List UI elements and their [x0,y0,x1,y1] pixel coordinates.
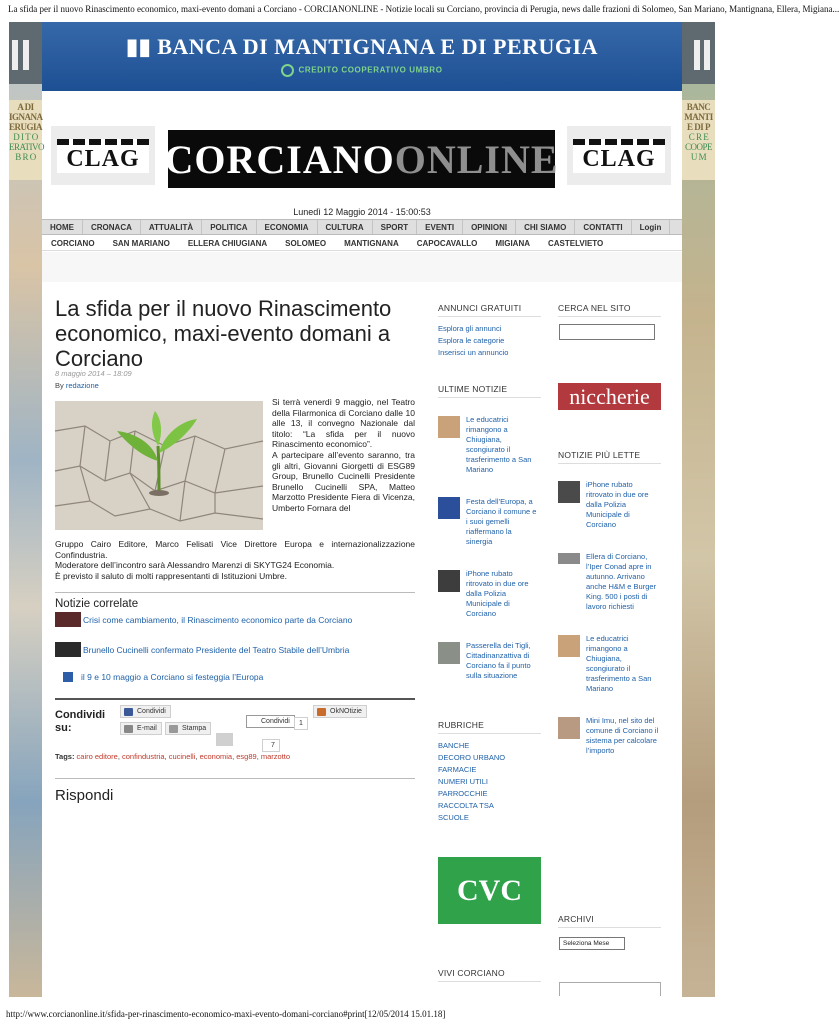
article-paragraph-3: Moderatore dell’incontro sarà Alessandro Marenzi di SKYTG24 Economia. [55,560,335,571]
rubrica-parrocchie[interactable]: PARROCCHIE [438,789,488,798]
print-button[interactable]: Stampa [165,722,211,735]
divider [55,592,415,593]
share-widget-icon[interactable] [216,733,233,746]
nav-opinioni[interactable]: OPINIONI [463,220,516,234]
news-thumb-icon[interactable] [438,497,460,519]
nav-login[interactable]: Login [632,220,671,234]
linkedin-share-button[interactable]: Condividi [246,715,295,728]
nav-cronaca[interactable]: CRONACA [83,220,141,234]
article-paragraph-2-start: A partecipare all’evento saranno, tra gli altri, Giovanni Giorgetti di ESG89 Group, Brunello Cucinelli Presidente Brunello Cucinelli SPA, Matteo Marzotto Presidente Fiera di Vicenza, Umberto Fornara del [272,449,415,513]
popular-news-1[interactable]: iPhone rubato ritrovato in due ore dalla Polizia Municipale di Corciano [586,480,649,529]
latest-news-1[interactable]: Le educatrici rimangono a Chiugiana, scongiurato il trasferimento a San Mariano [466,415,532,474]
article-paragraph-1: Si terrà venerdì 9 maggio, nel Teatro della Filarmonica di Corciano dalle 10 alle 13, il convegno Nazionale dal titolo: “La sfida per il nuovo Rinascimento economico”. [272,397,415,450]
nav-sport[interactable]: SPORT [373,220,418,234]
places-nav [42,236,682,251]
oknotizie-icon [317,708,326,716]
current-datetime: Lunedì 12 Maggio 2014 - 15:00:53 [293,207,431,217]
skin-right-bar [682,22,715,84]
article-body-column [272,397,415,514]
popular-title: NOTIZIE PIÙ LETTE [558,450,641,460]
article-title: La sfida per il nuovo Rinascimento economico, maxi-evento domani a Corciano [55,296,392,371]
skin-right-logo: BANC MANTI E DI P C R E COOPE U M [682,100,715,180]
skin-left-ad[interactable] [9,22,42,997]
ads-link-browse[interactable]: Esplora gli annunci [438,324,502,333]
divider [55,698,415,700]
bank-logo-icon: ▮▮ [126,34,152,59]
rubrica-scuole[interactable]: SCUOLE [438,813,469,822]
share-label: Condividi su: [55,709,106,734]
related-thumb-icon [55,642,81,657]
niccherie-banner[interactable]: niccherie [558,383,661,410]
tag-link[interactable]: economia [199,752,233,761]
email-share-button[interactable]: E-mail [120,722,162,735]
ad-band [42,252,682,282]
email-icon [124,725,133,733]
search-input[interactable] [559,324,655,340]
nav-cultura[interactable]: CULTURA [318,220,373,234]
sidebar-widget-box [559,982,661,996]
facebook-share-button[interactable]: Condividi [120,705,171,718]
facebook-icon [124,708,133,716]
cracked-earth-sprout-image [55,401,263,530]
nav-chi-siamo[interactable]: CHI SIAMO [516,220,575,234]
place-solomeo[interactable]: SOLOMEO [285,239,327,248]
ads-link-insert[interactable]: Inserisci un annuncio [438,348,509,357]
nav-home[interactable]: HOME [42,220,83,234]
search-title: CERCA NEL SITO [558,303,631,313]
archive-month-select[interactable]: Seleziona Mese [559,937,625,950]
place-corciano[interactable]: CORCIANO [51,239,95,248]
nav-eventi[interactable]: EVENTI [417,220,463,234]
nav-attualita[interactable]: ATTUALITÀ [141,220,202,234]
divider [438,981,541,982]
oknotizie-share-button[interactable]: OkNOtizie [313,705,367,718]
europe-flag-icon [63,672,73,682]
rubrica-farmacie[interactable]: FARMACIE [438,765,477,774]
news-thumb-icon[interactable] [438,570,460,592]
place-mantignana[interactable]: MANTIGNANA [344,239,399,248]
bank-banner[interactable] [42,22,682,91]
clag-logo-right[interactable]: CLAG [567,126,671,185]
popular-news-3[interactable]: Le educatrici rimangono a Chiugiana, scongiurato il trasferimento a San Mariano [586,634,652,693]
clag-logo-left[interactable]: CLAG [51,126,155,185]
tags-line: Tags: cairo editore, confindustria, cucinelli, economia, esg89, marzotto [55,752,291,761]
popular-news-4[interactable]: Mini Imu, nel sito del comune di Corciano il sistema per calcolare l’importo [586,716,659,755]
article-image [55,401,263,530]
tag-link[interactable]: confindustria [122,752,165,761]
related-title: Notizie correlate [55,598,139,610]
article-date: 8 maggio 2014 – 18:09 [55,369,132,378]
credito-cooperativo-icon [281,64,294,77]
share-count: 7 [262,739,280,752]
tag-link[interactable]: cairo editore [76,752,118,761]
main-nav [42,219,682,235]
latest-news-2[interactable]: Festa dell’Europa, a Corciano il comune e i suoi gemelli riaffermano la sinergia [466,497,537,546]
related-item-1[interactable]: Crisi come cambiamento, il Rinascimento economico parte da Corciano [55,612,352,627]
article-byline: By redazione [55,381,99,390]
article-body-full [55,539,415,581]
place-capocavallo[interactable]: CAPOCAVALLO [416,239,478,248]
linkedin-count: 1 [294,717,308,730]
place-ellera-chiugiana[interactable]: ELLERA CHIUGIANA [187,239,268,248]
place-migiana[interactable]: MIGIANA [495,239,530,248]
divider [558,927,661,928]
site-logo[interactable]: CORCIANO ONLINE [168,130,555,188]
news-thumb-icon[interactable] [558,635,580,657]
print-icon [169,725,178,733]
latest-news-3[interactable]: iPhone rubato ritrovato in due ore dalla Polizia Municipale di Corciano [466,569,529,618]
news-thumb-icon[interactable] [558,717,580,739]
rubrica-decoro-urbano[interactable]: DECORO URBANO [438,753,506,762]
related-item-2[interactable]: Brunello Cucinelli confermato Presidente del Teatro Stabile dell’Umbria [55,642,349,657]
news-thumb-icon[interactable] [558,481,580,503]
ads-title: ANNUNCI GRATUITI [438,303,522,313]
news-thumb-icon[interactable] [438,416,460,438]
divider [558,316,661,317]
news-thumb-icon[interactable] [558,553,580,564]
divider [55,778,415,779]
archive-title: ARCHIVI [558,914,594,924]
popular-news-2[interactable]: Ellera di Corciano, l’Iper Conad apre in autunno. Arrivano anche H&M e Burger King. 500 i posti di lavoro richiesti [586,552,657,611]
related-item-3[interactable]: il 9 e 10 maggio a Corciano si festeggia l’Europa [55,672,263,682]
rubrica-raccolta-tsa[interactable]: RACCOLTA TSA [438,801,494,810]
news-thumb-icon[interactable] [438,642,460,664]
place-castelvieto[interactable]: CASTELVIETO [548,239,604,248]
nav-economia[interactable]: ECONOMIA [257,220,318,234]
place-san-mariano[interactable]: SAN MARIANO [112,239,170,248]
ads-link-categories[interactable]: Esplora le categorie [438,336,505,345]
article-paragraph-2-end: Gruppo Cairo Editore, Marco Felisati Vice Direttore Europa e internazionalizzazione Confindustria. [55,539,415,560]
print-footer: http://www.corcianonline.it/sfida-per-rinascimento-economico-maxi-evento-domani-corciano#print[12/05/2014 15.01.18] [6,1009,446,1019]
latest-title: ULTIME NOTIZIE [438,384,508,394]
rubriche-title: RUBRICHE [438,720,484,730]
rubrica-numeri-utili[interactable]: NUMERI UTILI [438,777,489,786]
divider [438,733,541,734]
rubrica-banche[interactable]: BANCHE [438,741,470,750]
skin-left-logo: A DI IGNANA ERUGIA D I T O ERATIVO B R O [9,100,42,180]
vivi-corciano-title: VIVI CORCIANO [438,968,505,978]
related-thumb-icon [55,612,81,627]
banner-subtitle: CREDITO COOPERATIVO UMBRO [42,64,682,77]
divider [438,316,541,317]
divider [438,397,541,398]
cvc-banner[interactable]: CVC [438,857,541,924]
nav-politica[interactable]: POLITICA [202,220,256,234]
skin-right-ad[interactable] [682,22,715,997]
nav-contatti[interactable]: CONTATTI [575,220,631,234]
latest-news-4[interactable]: Passerella dei Tigli, Cittadinanzattiva di Corciano fa il punto sulla situazione [466,641,531,680]
banner-title: ▮▮ BANCA DI MANTIGNANA E DI PERUGIA [126,34,598,59]
reply-title: Rispondi [55,787,114,804]
print-header: La sfida per il nuovo Rinascimento economico, maxi-evento domani a Corciano - CORCIANONLINE - Notizie locali su Corciano, provincia di Perugia, news dalle frazioni di Solomeo, San Mariano, Mantignana, Ellera, Migiana... [8,4,839,14]
tag-link[interactable]: esg89 [236,752,257,761]
divider [558,463,661,464]
article-paragraph-4: È previsto il saluto di molti rappresentanti di Istituzioni Umbre. [55,570,287,581]
tag-link[interactable]: marzotto [260,752,291,761]
skin-left-bar [9,22,42,84]
author-link[interactable]: redazione [65,381,99,390]
tag-link[interactable]: cucinelli [168,752,196,761]
